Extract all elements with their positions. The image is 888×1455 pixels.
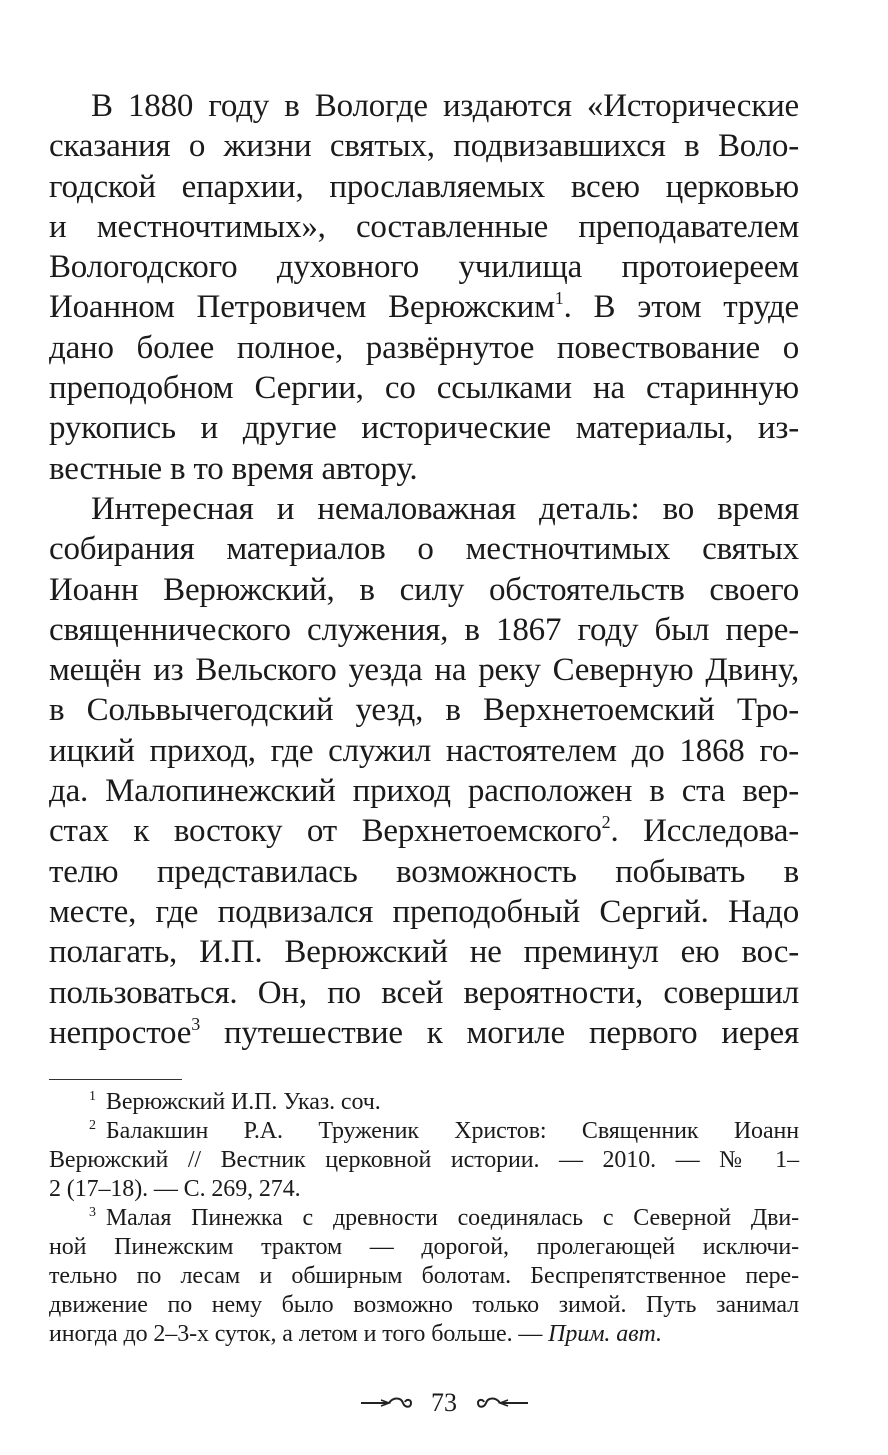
text-line: собирания материалов о местночтимых святых <box>49 531 799 568</box>
text-segment: путешествие к могиле первого иерея <box>200 1014 799 1051</box>
footnote-text: Малая Пинежка с древности соединялась с Северной Дви- <box>105 1205 799 1232</box>
footnote-divider <box>49 1079 182 1080</box>
text-segment: непростое <box>49 1014 192 1051</box>
text-line: рукопись и другие исторические материалы, из- <box>49 410 799 447</box>
text-line: священнического служения, в 1867 году был пере- <box>49 611 799 648</box>
text-line: годской епархии, прославляемых всею церковью <box>49 168 799 205</box>
paragraph-2 <box>49 489 799 1053</box>
text-line: месте, где подвизался преподобный Сергий. Надо <box>49 893 799 930</box>
paragraph-1 <box>49 86 799 489</box>
footnote-marker: 3 <box>191 1013 200 1034</box>
right-ornament-icon <box>476 1397 530 1409</box>
text-line: вестные в то время автору. <box>49 450 418 487</box>
text-line: да. Малопинежский приход расположен в ста вер- <box>49 773 799 810</box>
text-line: В 1880 году в Вологде издаются «Исторические <box>91 88 799 124</box>
text-segment: . В этом труде <box>563 289 799 326</box>
text-line-with-footnote <box>49 1013 799 1053</box>
footnote-text: Верюжский И.П. Указ. соч. <box>105 1089 381 1116</box>
footnote-line: тельно по лесам и обширным болотам. Беспрепятственное пере- <box>49 1263 799 1290</box>
footnote-text: иногда до 2–3-х суток, а летом и того больше. — <box>49 1321 549 1348</box>
text-line: Интересная и немаловажная деталь: во время <box>91 490 799 527</box>
footnote-2 <box>49 1117 799 1204</box>
text-line: сказания о жизни святых, подвизавшихся в Воло- <box>49 128 799 165</box>
footnote-line <box>49 1117 799 1146</box>
author-note: Прим. авт. <box>548 1321 662 1348</box>
text-line: Иоанн Верюжский, в силу обстоятельств своего <box>49 571 799 608</box>
text-line: телю представилась возможность побывать в <box>49 853 799 890</box>
footnote-line: Верюжский // Вестник церковной истории. — 2010. — № 1– <box>49 1147 799 1174</box>
page-number: 73 <box>431 1388 457 1418</box>
footnote-number: 3 <box>89 1205 96 1221</box>
text-line: Вологодского духовного училища протоиереем <box>49 249 799 286</box>
text-line-with-footnote <box>49 811 799 851</box>
text-line-with-footnote <box>49 287 799 327</box>
text-segment: . Исследова- <box>610 813 799 850</box>
footnote-line: 2 (17–18). — С. 269, 274. <box>49 1176 301 1203</box>
footnote-line: ной Пинежским трактом — дорогой, пролегающей исключи- <box>49 1234 799 1261</box>
text-segment: Иоанном Петровичем Верюжским <box>49 289 555 326</box>
footnote-number: 1 <box>89 1089 96 1105</box>
text-line: дано более полное, развёрнутое повествование о <box>49 329 799 366</box>
text-line: преподобном Сергии, со ссылками на старинную <box>49 370 799 407</box>
footnote-line <box>49 1204 799 1233</box>
footnote-marker: 2 <box>601 812 611 833</box>
footnote-line: движение по нему было возможно только зимой. Путь занимал <box>49 1292 799 1319</box>
footnote-marker: 1 <box>554 288 564 309</box>
left-ornament-icon <box>359 1397 413 1409</box>
footnote-line <box>49 1320 799 1349</box>
footnote-line <box>49 1088 799 1117</box>
page-content <box>49 86 799 1349</box>
footnote-1 <box>49 1088 799 1117</box>
text-line: пользоваться. Он, по всей вероятности, совершил <box>49 974 799 1011</box>
text-segment: стах к востоку от Верхнетоемского <box>49 813 602 850</box>
footnote-3 <box>49 1204 799 1349</box>
footnote-number: 2 <box>89 1118 96 1134</box>
text-line: ицкий приход, где служил настоятелем до 1868 го- <box>49 732 799 769</box>
text-line: и местночтимых», составленные преподавателем <box>49 208 799 245</box>
text-line: в Сольвычегодский уезд, в Верхнетоемский Тро- <box>49 692 799 729</box>
text-line: мещён из Вельского уезда на реку Северную Двину, <box>49 652 799 689</box>
footnote-text: Балакшин Р.А. Труженик Христов: Священник Иоанн <box>105 1118 799 1145</box>
text-line: полагать, И.П. Верюжский не преминул ею вос- <box>49 934 799 971</box>
page-number-block <box>0 1386 888 1418</box>
footnotes <box>49 1088 799 1349</box>
